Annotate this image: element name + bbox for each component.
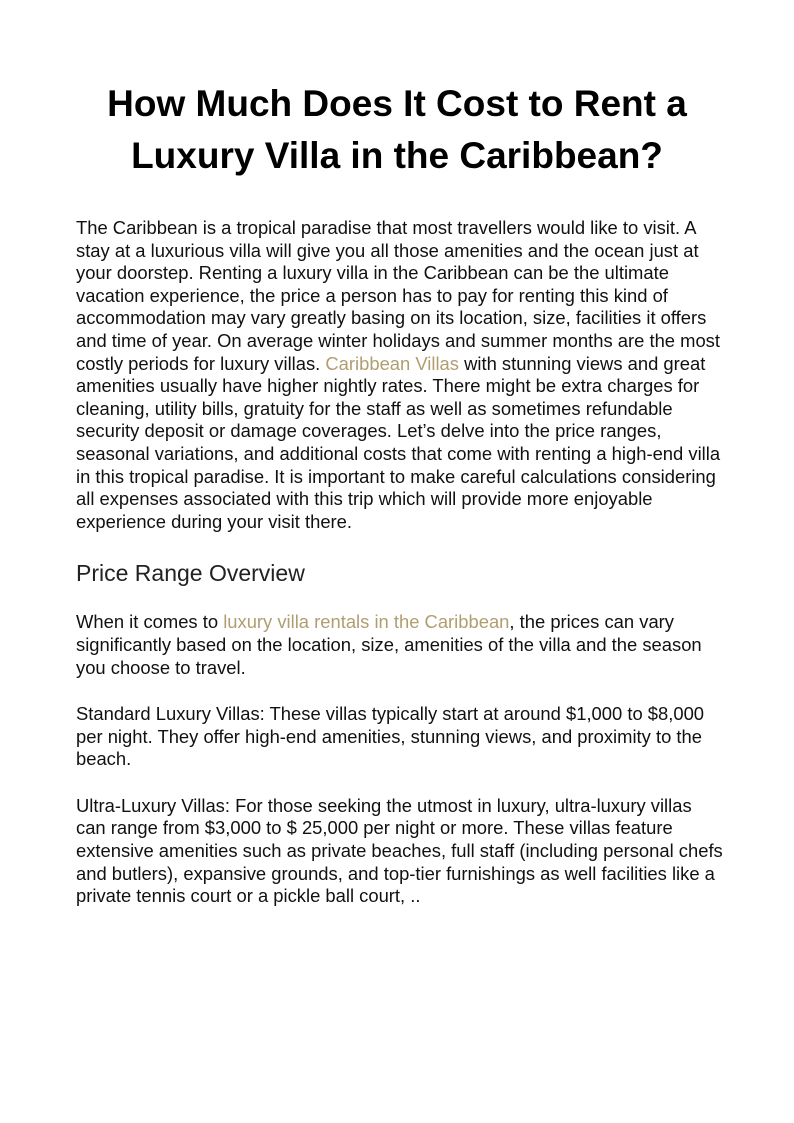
overview-text-after-link: , the prices can vary significantly based on the location, size, amenities of the villa and the season you choose to travel. (76, 611, 702, 678)
intro-paragraph (76, 217, 726, 533)
article-title-line-1: How Much Does It Cost to Rent a (107, 83, 687, 124)
article-body (76, 217, 726, 932)
caribbean-villas-link[interactable]: Caribbean Villas (325, 352, 459, 374)
overview-paragraph (76, 611, 726, 679)
luxury-villa-rentals-link[interactable]: luxury villa rentals in the Caribbean (223, 611, 510, 633)
section-heading-price-range: Price Range Overview (76, 560, 305, 587)
ultra-luxury-villas-paragraph: Ultra-Luxury Villas: For those seeking the utmost in luxury, ultra-luxury villas can range from $3,000 to $ 25,000 per night or more. These villas feature extensive amenities such as private beaches, full staff (including personal chefs and butlers), expansive grounds, and top-tier furnishings as well facilities like a private tennis court or a pickle ball court, .. (76, 794, 723, 907)
article-title (40, 78, 754, 182)
intro-text-after-link: with stunning views and great amenities usually have higher nightly rates. There might be extra charges for cleaning, utility bills, gratuity for the staff as well as sometimes refundable security deposit or damage coverages. Let’s delve into the price ranges, seasonal variations, and additional costs that come with renting a high-end villa in this tropical paradise. It is important to make careful calculations considering all expenses associated with this trip which will provide more enjoyable experience during your visit there. (76, 352, 721, 532)
overview-text-before-link: When it comes to (76, 611, 224, 633)
intro-text-before-link: The Caribbean is a tropical paradise that most travellers would like to visit. A stay at a luxurious villa will give you all those amenities and the ocean just at your doorstep. Renting a luxury villa in the Caribbean can be the ultimate vacation experience, the price a person has to pay for renting this kind of accommodation may vary greatly basing on its location, size, facilities it offers and time of year. On average winter holidays and summer months are the most costly periods for luxury villas. (76, 217, 720, 374)
standard-luxury-villas-paragraph: Standard Luxury Villas: These villas typically start at around $1,000 to $8,000 per night. They offer high-end amenities, stunning views, and proximity to the beach. (76, 703, 705, 770)
article-title-line-2: Luxury Villa in the Caribbean? (131, 135, 663, 176)
